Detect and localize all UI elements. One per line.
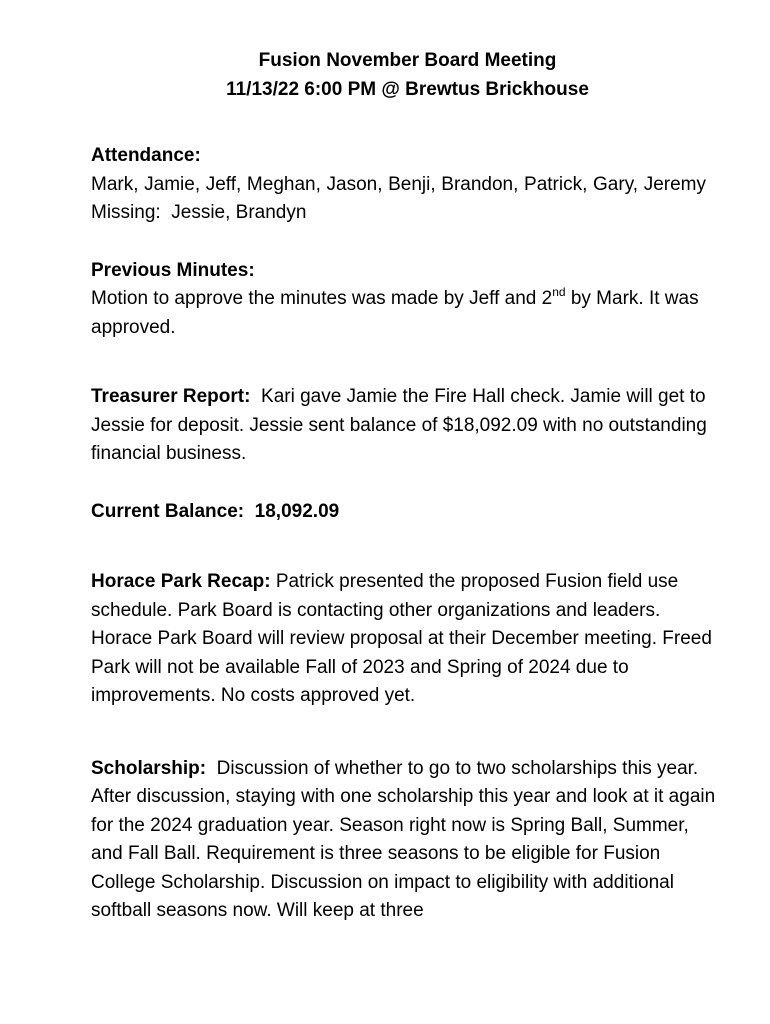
horace-park-section [91, 568, 724, 711]
previous-minutes-text-end: by Mark. It was approved. [91, 288, 699, 338]
balance-value: 18,092.09 [254, 500, 340, 522]
previous-minutes-text [91, 285, 724, 342]
horace-park-text: Patrick presented the proposed Fusion field use schedule. Park Board is contacting other organizations and leaders. Horace Park Board will review proposal at their December meeting. Freed Park will not be available Fall of 2023 and Spring of 2024 due to improvements. No costs approved yet. [91, 571, 712, 706]
balance-label: Current Balance: [91, 500, 245, 522]
attendance-text [91, 171, 724, 228]
meeting-title: Fusion November Board Meeting [258, 50, 557, 71]
balance-section [91, 498, 724, 527]
treasurer-text: Kari gave Jamie the Fire Hall check. Jamie will get to Jessie for deposit. Jessie sent balance of $18,092.09 with no outstanding financial business. [91, 386, 707, 464]
previous-minutes-section [91, 257, 724, 343]
treasurer-section [91, 383, 724, 469]
horace-park-label: Horace Park Recap: [91, 571, 271, 592]
scholarship-section [91, 755, 724, 926]
document-header [91, 46, 724, 104]
scholarship-text: Discussion of whether to go to two scholarships this year. After discussion, staying with one scholarship this year and look at it again for the 2024 graduation year. Season right now is Spring Ball, Summer, and Fall Ball. Requirement is three seasons to be eligible for Fusion College Scholarship. Discussion on impact to eligibility with additional softball seasons now. Will keep at three [91, 757, 716, 921]
ordinal-superscript: nd [552, 285, 566, 299]
attendance-present: Mark, Jamie, Jeff, Meghan, Jason, Benji, Brandon, Patrick, Gary, Jeremy [91, 173, 706, 195]
attendance-label: Attendance: [91, 145, 201, 166]
attendance-missing-label: Missing: [91, 202, 161, 223]
attendance-section [91, 142, 724, 228]
previous-minutes-label: Previous Minutes: [91, 259, 255, 281]
document-page [91, 46, 724, 926]
attendance-missing: Jessie, Brandyn [171, 202, 307, 223]
meeting-date-location: 11/13/22 6:00 PM @ Brewtus Brickhouse [226, 79, 589, 100]
scholarship-label: Scholarship: [91, 757, 207, 779]
previous-minutes-text-start: Motion to approve the minutes was made by Jeff and 2 [91, 288, 553, 309]
treasurer-label: Treasurer Report: [91, 386, 251, 407]
